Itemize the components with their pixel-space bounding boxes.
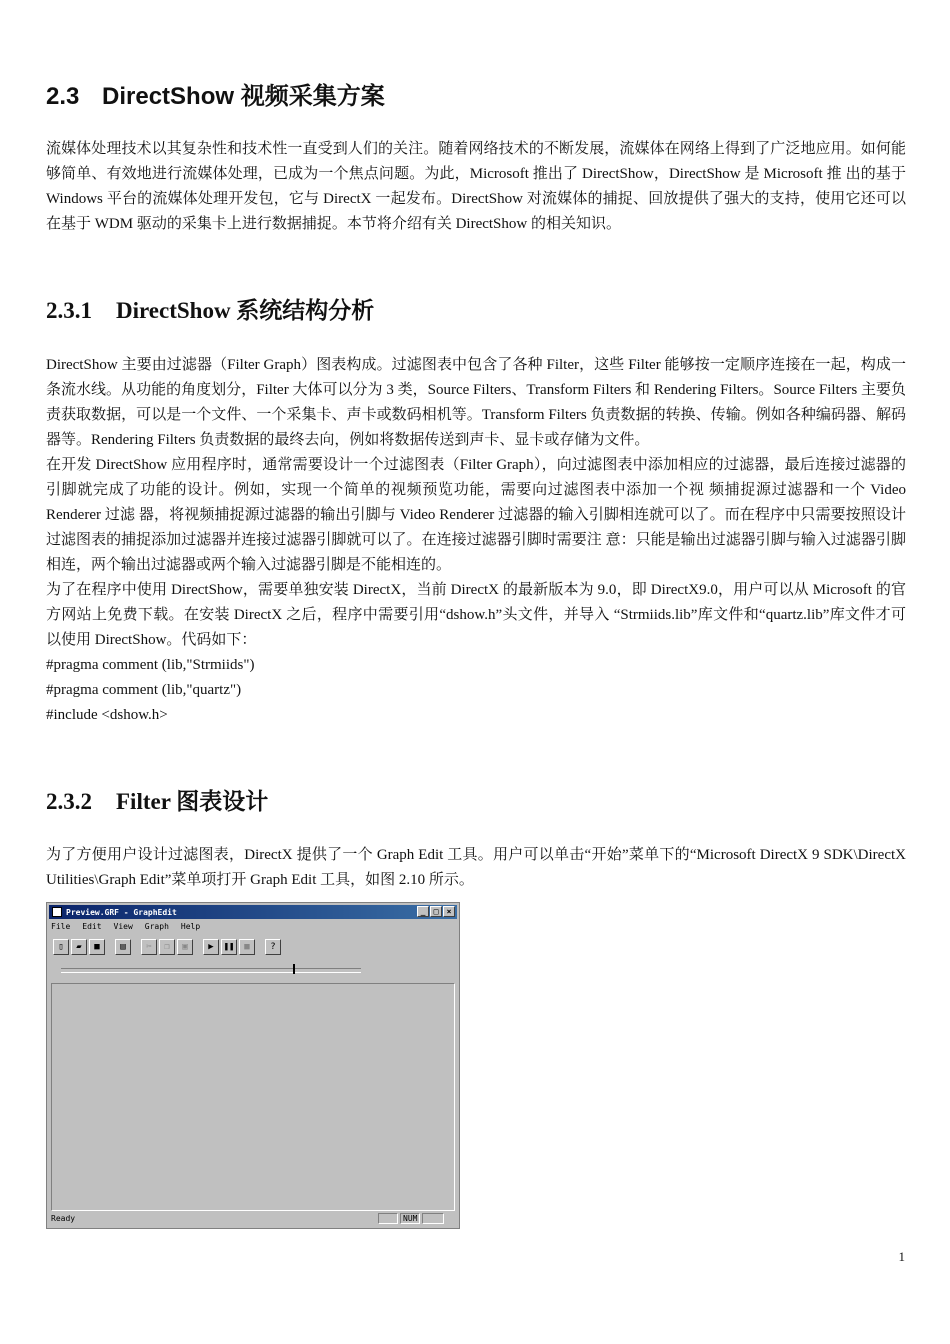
seek-slider[interactable] bbox=[61, 968, 361, 973]
menu-graph[interactable]: Graph bbox=[144, 922, 169, 931]
menu-edit[interactable]: Edit bbox=[82, 922, 102, 931]
copy-icon[interactable]: ❐ bbox=[159, 939, 175, 955]
menu-file[interactable]: File bbox=[51, 922, 71, 931]
window-title: Preview.GRF - GraphEdit bbox=[66, 907, 177, 917]
menu-help[interactable]: Help bbox=[180, 922, 201, 931]
subsection-title: Filter 图表设计 bbox=[116, 789, 269, 814]
pause-icon[interactable]: ❚❚ bbox=[221, 939, 237, 955]
section-number: 2.3 bbox=[46, 83, 80, 110]
help-icon[interactable]: ? bbox=[265, 939, 281, 955]
cut-icon[interactable]: ✂ bbox=[141, 939, 157, 955]
section-title: DirectShow 视频采集方案 bbox=[102, 83, 385, 110]
toolbar bbox=[53, 939, 281, 955]
paragraph: DirectShow 主要由过滤器（Filter Graph）图表构成。过滤图表中包含了各种 Filter，这些 Filter 能够按一定顺序连接在一起，构成一条流水线。从功能的角度划分，Filter 大体可以分为 3 类，Source Filters、Transform Filters 和 Rendering Filters。Source Filters 主要负责获取数据，可以是一个文件、一个采集卡、声卡或数码相机等。Transform Filters 负责数据的转换、传输。例如各种编码器、解码器等。Rendering Filters 负责数据的最终去向，例如将数据传送到声卡、显卡或存储为文件。 bbox=[46, 357, 906, 448]
code-line: #pragma comment (lib,"quartz") bbox=[46, 682, 242, 698]
subsection-1-body bbox=[46, 353, 906, 728]
status-bar bbox=[51, 1213, 455, 1225]
close-icon[interactable]: × bbox=[443, 906, 455, 917]
new-file-icon[interactable]: ▯ bbox=[53, 939, 69, 955]
intro-paragraph bbox=[46, 137, 906, 237]
subsection-heading-1 bbox=[46, 292, 374, 325]
section-heading bbox=[46, 76, 385, 111]
code-line: #include <dshow.h> bbox=[46, 707, 168, 723]
subsection-number: 2.3.2 bbox=[46, 789, 92, 814]
status-text: Ready bbox=[51, 1214, 76, 1223]
paragraph: 为了方便用户设计过滤图表，DirectX 提供了一个 Graph Edit 工具。用户可以单击“开始”菜单下的“Microsoft DirectX 9 SDK\DirectX Utilities\Graph Edit”菜单项打开 Graph Edit 工具，如图 2.10 所示。 bbox=[46, 847, 906, 888]
subsection-heading-2 bbox=[46, 783, 268, 816]
status-pane bbox=[378, 1213, 398, 1224]
graph-canvas[interactable] bbox=[51, 983, 455, 1211]
paragraph: 在开发 DirectShow 应用程序时，通常需要设计一个过滤图表（Filter Graph），向过滤图表中添加相应的过滤器，最后连接过滤器的引脚就完成了功能的设计。例如，实现一个简单的视频预览功能，需要向过滤图表中添加一个视 频捕捉源过滤器和一个 Video Renderer 过滤 器，将视频捕捉源过滤器的输出引脚与 Video Renderer 过滤器的输入引脚相连就可以了。而在程序中只需要按照设计过滤图表的捕捉添加过滤器并连接过滤器引脚就可以了。在连接过滤器引脚时需要注 意：只能是输出过滤器引脚与输入过滤器引脚相连，两个输出过滤器或两个输入过滤器引脚是不能相连的。 bbox=[46, 457, 906, 573]
page-number: 1 bbox=[898, 1249, 905, 1264]
maximize-icon[interactable]: □ bbox=[430, 906, 442, 917]
graphedit-window bbox=[46, 902, 460, 1229]
code-line: #pragma comment (lib,"Strmiids") bbox=[46, 657, 255, 673]
paragraph: 为了在程序中使用 DirectShow，需要单独安装 DirectX，当前 DirectX 的最新版本为 9.0，即 DirectX9.0，用户可以从 Microsoft 的官方网站上免费下载。在安装 DirectX 之后，程序中需要引用“dshow.h”头文件，并导入 “Strmiids.lib”库文件和“quartz.lib”库文件才可以使用 DirectShow。代码如下： bbox=[46, 582, 906, 648]
paste-icon[interactable]: ▣ bbox=[177, 939, 193, 955]
menu-bar bbox=[51, 922, 200, 931]
subsection-number: 2.3.1 bbox=[46, 298, 92, 323]
save-icon[interactable]: ■ bbox=[89, 939, 105, 955]
minimize-icon[interactable]: _ bbox=[417, 906, 429, 917]
num-lock-indicator: NUM bbox=[400, 1213, 420, 1224]
play-icon[interactable]: ▶ bbox=[203, 939, 219, 955]
intro-text: 流媒体处理技术以其复杂性和技术性一直受到人们的关注。随着网络技术的不断发展，流媒体在网络上得到了广泛地应用。如何能 够简单、有效地进行流媒体处理，已成为一个焦点问题。为此，Microsoft 推出了 DirectShow，DirectShow 是 Microsoft 推 出的基于 Windows 平台的流媒体处理开发包，它与 DirectX 一起发布。DirectShow 对流媒体的捕捉、回放提供了强大的支持，使用它还可以 在基于 WDM 驱动的采集卡上进行数据捕捉。本节将介绍有关 DirectShow 的相关知识。 bbox=[46, 141, 906, 232]
subsection-title: DirectShow 系统结构分析 bbox=[116, 298, 375, 323]
app-icon bbox=[52, 907, 62, 917]
slider-thumb[interactable] bbox=[293, 964, 295, 974]
print-icon[interactable]: ▤ bbox=[115, 939, 131, 955]
menu-view[interactable]: View bbox=[113, 922, 133, 931]
stop-icon[interactable]: ■ bbox=[239, 939, 255, 955]
open-folder-icon[interactable]: ▰ bbox=[71, 939, 87, 955]
window-titlebar bbox=[49, 905, 457, 919]
status-pane bbox=[422, 1213, 444, 1224]
subsection-2-body bbox=[46, 843, 906, 893]
